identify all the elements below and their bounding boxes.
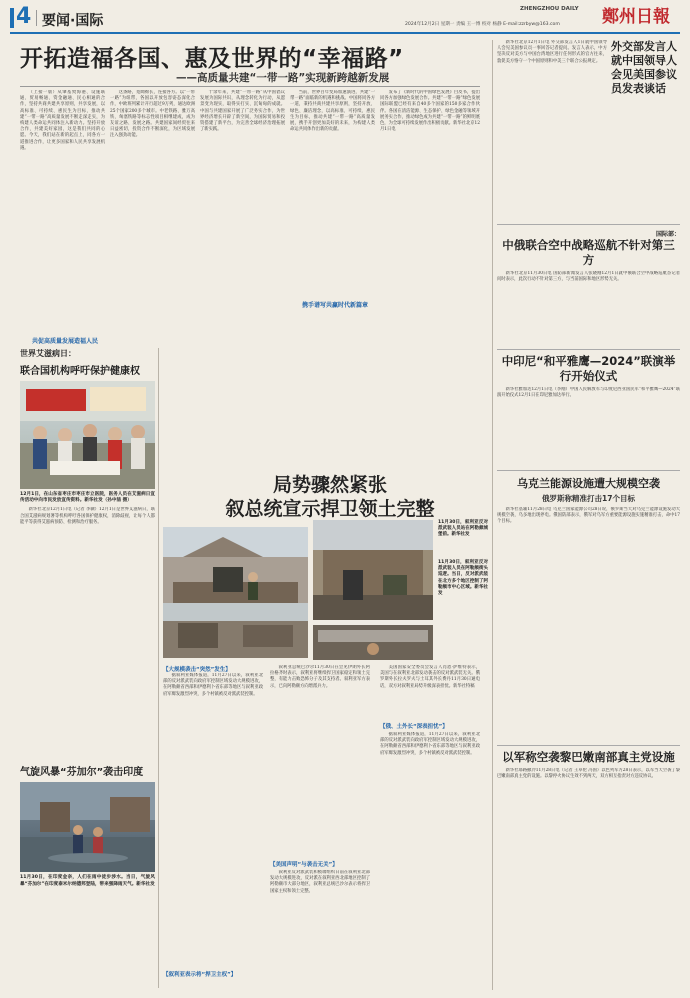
paper-name-cn: 鄭州日報 [602, 7, 670, 27]
feature-headline-1: 局势骤然紧张 [272, 474, 387, 496]
feature-col-b-cont-text: 叙利亚反对派武装和极端组织日前在叙利亚北部发动大规模进攻，反对派在叙利亚西北部地区控制了阿勒颇市大部分地区，叙利亚总统巴沙尔表示将捍卫国家主权和领土完整。 [270, 870, 370, 894]
subhead-1: 共促高质量发展造福人民 [31, 338, 98, 345]
feature-subhead-4: 【俄、土外长“深表担忧”】 [380, 724, 448, 730]
lebanon-body [497, 768, 680, 858]
feature-subhead-1: 【大规模袭击“突然”发生】 [163, 667, 231, 673]
feature-subhead-2: 【叙利亚表示将“捍卫主权”】 [163, 972, 237, 978]
syria-photo-4-graphic [313, 625, 433, 660]
defense-body-text: 新华社北京11月30日电 国防部新闻发言人张晓刚12月1日就中俄联合空中战略巡航答记者问时表示，此次行动不针对第三方，与当前国际和地区形势无关。 [497, 271, 680, 283]
aids-day-body-text: 新华社北京12月1日电（记者 李骥）12月1日是世界艾滋病日，联合国艾滋病规划署等机构呼吁各国保护健康权，消除歧视，让每个人都能平等获得艾滋病预防、检测和治疗服务。 [20, 507, 155, 525]
diplomacy-body-text: 新华社北京12月1日电 外交部发言人1日就中国领导人会见美国参议员一事回答记者提问。发言人表示，中方坚决反对美方与中国台湾地区进行任何形式的官方往来，敦促美方恪守一个中国原则和中美三个联合公报规定。 [497, 40, 607, 64]
defense-body [497, 271, 680, 346]
feature-col-b-text: 叙利亚总统巴沙尔11月30日在会见伊朗外长阿拉格齐时表示，叙利亚将继续捍卫国家稳定和领土完整，有能力击败恐怖分子及其支持者。叙利亚军方表示，已向阿勒颇方向增派兵力。 [270, 665, 370, 689]
ukraine-body [497, 507, 680, 742]
ukraine-headline: 乌克兰能源设施遭大规模空袭 [517, 477, 660, 490]
aids-day-photo-graphic [20, 381, 155, 489]
dateline: 2024年12月2日 星期一 责编 王一博 校对 杨静 E-mail:zzrbyw@163.com [405, 22, 560, 27]
diplomacy-body [497, 40, 607, 220]
header-rule [10, 32, 680, 34]
main-col-text: 当前，世界百年变局加速演进，共建“一带一路”面临新的机遇和挑战。中国将同各方一道，秉持共商共建共享原则，坚持开放、绿色、廉洁理念，以高标准、可持续、惠民生为目标，推动共建“一带一路”高质量发展，携手开创更加美好的未来，为构建人类命运共同体作出新的贡献。 [290, 90, 375, 133]
feature-col-a-text: 据叙利亚媒体报道，11月27日以来，叙利亚北部的反对派武装向政府军控制区域发动大规模进攻，在阿勒颇省西部和伊德利卜省东部等地区与叙利亚政府军爆发激烈冲突，多个村镇被反对派武装控制。 [163, 673, 263, 697]
syria-photo-2-graphic [313, 520, 433, 620]
aids-day-photo-caption: 12月1日，在山东省枣庄市枣庄市立医院，医务人员在艾滋病日宣传活动中向市民发放宣传资料。新华社发（孙中喆 摄） [20, 492, 155, 504]
headline-rule [20, 86, 480, 87]
main-col-text: 这条路，宽阔绵长，连接各方。以“一带一路”为纽带，各国以开放包容姿态深化合作，中欧班列累计开行超过9万列，通达欧洲25个国家200多个城市。中老铁路、雅万高铁、匈塞铁路等标志性项目相继建成，成为友谊之路、发展之路。共建国家间经贸往来日益密切，投资合作不断深化，为区域发展注入强劲动能。 [110, 90, 195, 139]
page-header [0, 0, 690, 36]
feature-col-c-cont [380, 732, 480, 972]
main-article-col-2 [110, 90, 195, 340]
section-title: 要闻·国际 [42, 13, 104, 29]
cyclone-photo-graphic [20, 782, 155, 872]
aids-day-body [20, 507, 155, 757]
aids-day-photo [20, 381, 155, 489]
header-divider [36, 10, 37, 26]
header-accent-bar [10, 8, 14, 28]
left-column [20, 348, 155, 988]
photo-news-label: 世界艾滋病日： [20, 349, 76, 358]
syria-photo-caption-a: 11月30日，叙利亚反对派武装人员站在阿勒颇城堡前。新华社发 [438, 520, 488, 538]
page-number: 4 [16, 4, 32, 29]
feature-col-b [270, 665, 370, 845]
lebanon-headline: 以军称空袭黎巴嫩南部真主党设施 [502, 750, 675, 764]
lebanon-body-text: 新华社耶路撒冷11月28日电（记者 王卓伦 冯国）以色列军方28日表示，以军当天空袭了黎巴嫩南部真主党的设施。以黎停火协议生效不到两天，双方相互指责对方违反协议。 [497, 768, 680, 780]
feature-col-c-cont-text: 据叙利亚媒体报道，11月27日以来，叙利亚北部的反对派武装向政府军控制区域发动大规模进攻，在阿勒颇省西部和伊德利卜省东部等地区与叙利亚政府军爆发激烈冲突，多个村镇被反对派武装控制。 [380, 732, 480, 756]
main-col-text: 十余年来，共建“一带一路”从中国倡议发展为国际共识，从理念转化为行动，从愿景变为现实，取得实打实、沉甸甸的成就。中国与共建国家开展了广泛务实合作，为世界经济增长开辟了新空间，为国际贸易和投资搭建了新平台，为完善全球经济治理拓展了新实践。 [200, 90, 285, 133]
feature-col-a [163, 673, 263, 973]
main-headline: 开拓造福各国、惠及世界的“幸福路” [20, 46, 404, 72]
main-article-col-3 [200, 90, 285, 340]
syria-photo-3-graphic [163, 603, 308, 658]
feature-headline-2: 叙总统宣示捍卫领土完整 [225, 498, 435, 520]
main-subtitle: ——高质量共建“一带一路”实现新跨越新发展 [176, 72, 390, 84]
feature-col-b-cont [270, 870, 370, 980]
main-article-col-5 [380, 90, 480, 340]
syria-photo-4 [313, 625, 433, 660]
syria-photo-caption-b: 11月30日，叙利亚反对派武装人员在阿勒颇街头巡逻。当日，反对派武装在北方多个地区控制了阿勒颇市中心区域。新华社发 [438, 560, 488, 597]
feature-subhead-3: 【美国声明“与袭击无关”】 [270, 862, 338, 868]
left-divider [158, 348, 159, 988]
exercise-headline: 中印尼“和平雅鹰—2024”联演举行开始仪式 [501, 354, 676, 383]
photo-news-headline: 联合国机构呼吁保护健康权 [20, 366, 140, 377]
syria-photo-3 [163, 603, 308, 658]
cyclone-photo-caption: 11月30日，在印度金奈，人们在雨中徒步涉水。当日，气旋风暴“芬加尔”在印度泰米尔纳德邦登陆，带来强降雨天气。新华社发 [20, 875, 155, 887]
exercise-body-text: 新华社雅加达12月1日电（李刚）中国人民解放军与印度尼西亚国民军“和平雅鹰—2024”联演开始仪式12月1日在印尼雅加达举行。 [497, 387, 680, 399]
paper-name-en: ZHENGZHOU DAILY [520, 6, 579, 12]
right-column [497, 40, 680, 990]
ukraine-body-text: 新华社基辅11月28日电 乌克兰国家能源公司28日说，俄罗斯当天对乌克兰能源设施发动大规模空袭，乌多地出现停电。俄国防部表示，俄军对乌军方重要能源设施实施精准打击，命中17个目标。 [497, 507, 680, 525]
defense-headline: 中俄联合空中战略巡航不针对第三方 [502, 238, 675, 267]
ukraine-subheadline: 俄罗斯称精准打击17个目标 [542, 494, 635, 503]
diplomacy-headline: 外交部发言人就中国领导人会见美国参议员发表谈话 [611, 40, 677, 95]
main-article-col-1 [20, 90, 105, 340]
feature-col-c-text: 美国国家安全委员会发言人肖恩·萨维特表示，美国与在叙利亚北部发动袭击的反对派武装无关。俄罗斯外长拉夫罗夫与土耳其外长费丹11月30日通电话，双方对叙利亚局势升级深表担忧。新华社特稿 [380, 665, 480, 689]
feature-col-c [380, 665, 480, 715]
main-col-text: 发布了《新时代的中国绿色发展》白皮书，提出同各方加强绿色发展合作。共建“一带一路”绿色发展国际联盟已经有来自40多个国家的150多家合作伙伴。各国在清洁能源、生态保护、绿色金融等领域开展务实合作，推动绿色成为共建“一带一路”的鲜明底色，为全球可持续发展作出积极贡献。新华社北京12月1日电 [380, 90, 480, 133]
cyclone-headline: 气旋风暴“芬加尔”袭击印度 [20, 767, 144, 779]
right-divider [492, 40, 493, 990]
exercise-body [497, 387, 680, 467]
subhead-2: 携手谱写共赢时代新篇章 [301, 302, 368, 309]
main-col-text: （上接一版）从肇基致海港、设施联通、贸易畅通、资金融通、民心相通的合作，坚持共商共建共享原则，共享发展，以高标准、可持续、惠民生为目标，推动共建“一带一路”高质量发展不断走深走实，为构建人类命运共同体注入新动力。坚持开放合作，共建美好家园，这是我们共同的心愿。今天，我们站在新的起点上，同各方一道推进合作，让更多国家和人民共享发展机遇。 [20, 90, 105, 151]
cyclone-photo [20, 782, 155, 872]
syria-photo-2 [313, 520, 433, 620]
defense-label: 国际部： [655, 231, 680, 238]
